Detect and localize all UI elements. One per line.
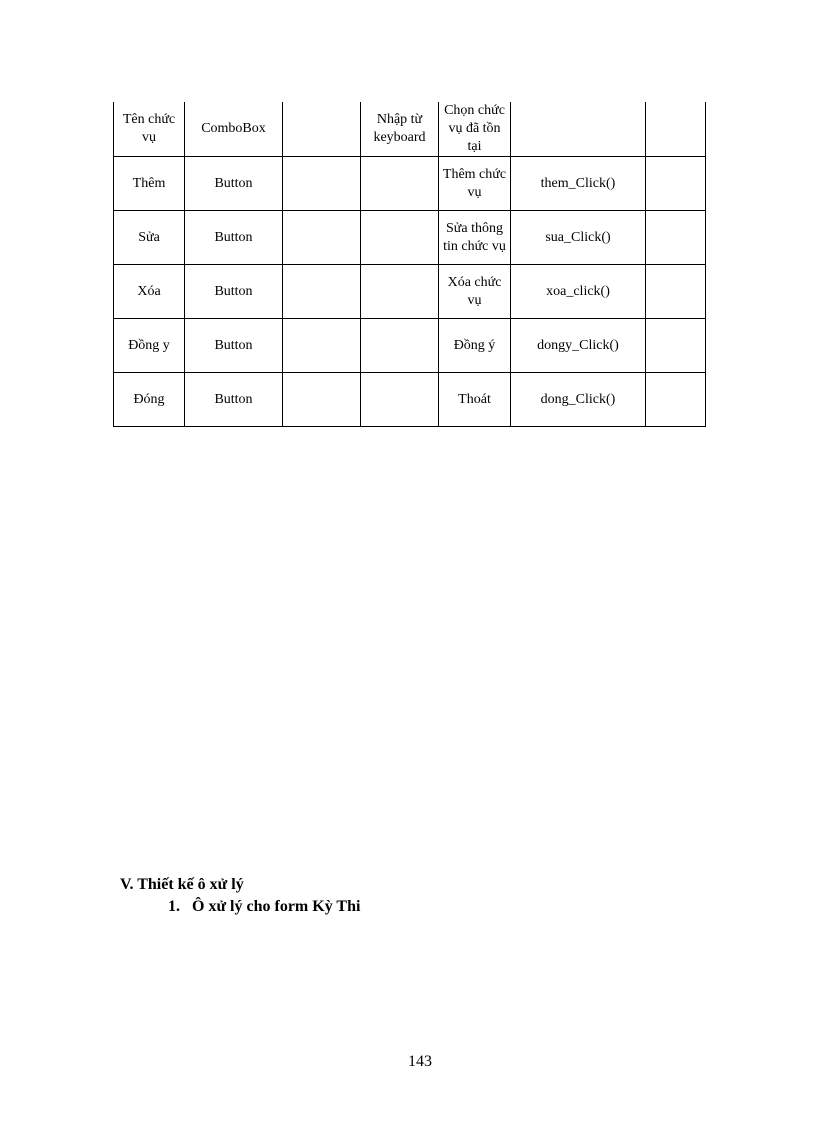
table-cell: Thêm <box>114 157 185 211</box>
table-cell <box>361 157 439 211</box>
table-body <box>114 102 706 427</box>
table-cell: Sửa thông tin chức vụ <box>439 211 511 265</box>
table-row <box>114 319 706 373</box>
table-cell: Nhập từ keyboard <box>361 102 439 157</box>
page-number: 143 <box>408 1053 432 1070</box>
table-cell: Button <box>185 373 283 427</box>
control-spec-table <box>113 102 706 427</box>
section-heading: V. Thiết kế ô xử lý <box>120 876 244 893</box>
table-cell <box>283 319 361 373</box>
table-cell: Tên chức vụ <box>114 102 185 157</box>
table-cell <box>361 373 439 427</box>
table-cell <box>646 319 706 373</box>
subsection-number: 1. <box>168 898 180 915</box>
table-cell: Đồng y <box>114 319 185 373</box>
table-cell: dong_Click() <box>511 373 646 427</box>
table-cell <box>646 157 706 211</box>
table-cell <box>283 373 361 427</box>
table-cell <box>646 373 706 427</box>
table-row <box>114 265 706 319</box>
table-cell <box>646 265 706 319</box>
subsection-heading <box>168 898 360 916</box>
table-cell: Đóng <box>114 373 185 427</box>
table-cell: dongy_Click() <box>511 319 646 373</box>
table-cell <box>511 102 646 157</box>
table-cell: Thêm chức vụ <box>439 157 511 211</box>
table-cell <box>283 157 361 211</box>
table-row <box>114 157 706 211</box>
table-row <box>114 373 706 427</box>
table-cell: xoa_click() <box>511 265 646 319</box>
table-cell <box>283 102 361 157</box>
table-row <box>114 211 706 265</box>
table-row <box>114 102 706 157</box>
table-cell: Đồng ý <box>439 319 511 373</box>
table-cell: ComboBox <box>185 102 283 157</box>
table-cell <box>361 211 439 265</box>
table-cell: Chọn chức vụ đã tồn tại <box>439 102 511 157</box>
table-cell: Xóa chức vụ <box>439 265 511 319</box>
table-cell <box>361 319 439 373</box>
table-cell: Button <box>185 157 283 211</box>
subsection-title: Ô xử lý cho form Kỳ Thi <box>192 898 361 915</box>
table-cell <box>646 211 706 265</box>
table-cell: Button <box>185 211 283 265</box>
table-cell <box>283 265 361 319</box>
table-cell <box>283 211 361 265</box>
table-cell <box>646 102 706 157</box>
table-cell: them_Click() <box>511 157 646 211</box>
table-cell: sua_Click() <box>511 211 646 265</box>
table-cell: Sửa <box>114 211 185 265</box>
table-cell: Button <box>185 319 283 373</box>
table-cell: Button <box>185 265 283 319</box>
table-cell: Thoát <box>439 373 511 427</box>
table-cell: Xóa <box>114 265 185 319</box>
table-cell <box>361 265 439 319</box>
